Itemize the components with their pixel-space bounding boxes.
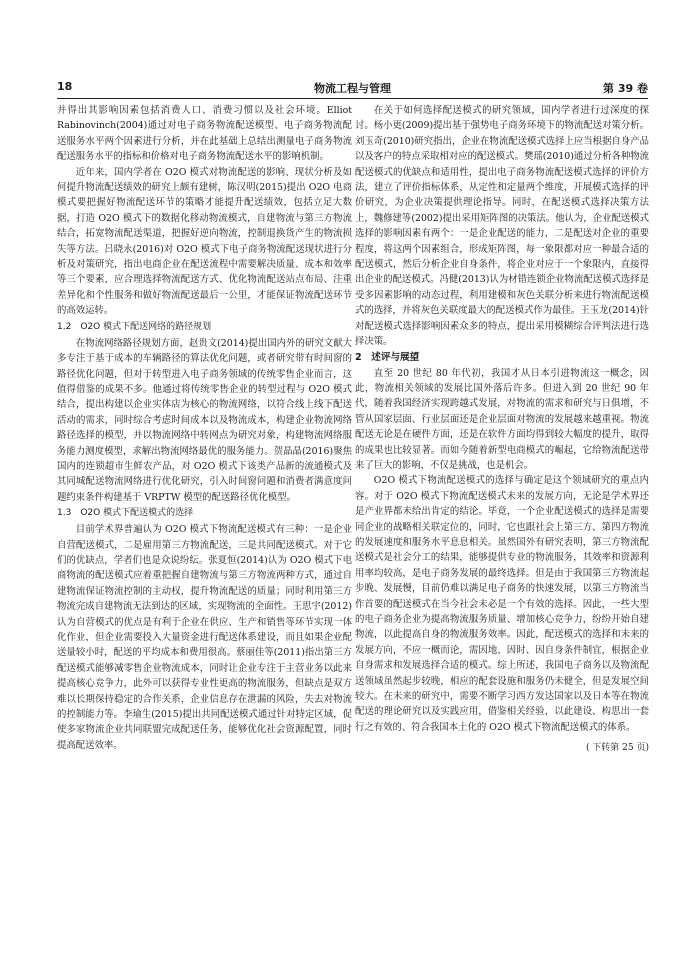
volume-label: 第 39 卷 <box>603 82 648 95</box>
paragraph: 并得出其影响因素包括消费人口、消费习惯以及社会环境。Elliot Rabinovinch(2004)通过对电子商务物流配送模型、电子商务物流配送服务水平两个因素进行分析，并在此基础上总结出测量电子商务物流配送服务水平的指标和价格对电子商务物流配送水平的影响机制。 <box>57 105 352 163</box>
paragraph: 在关于如何选择配送模式的研究领域，国内学者进行过深度的探讨。杨小更(2009)提出基于强势电子商务环境下的物流配送对策分析。刘玉奇(2010)研究指出，企业在物流配送模式选择上应当根据自身产品以及客户的特点采取相对应的配送模式。樊瑶(2010)通过分析各种物流配送模式的优缺点和适用性，提出电子商务物流配送模式选择的评价方法，建立了评价指标体系，从定性和定量两个维度，开展模式选择的评价研究，为企业决策提供理论指导。同时，在配送模式选择决策方法上，魏修建等(2002)提出采用矩阵图的决策法。他认为，企业配送模式选择的影响因素有两个：一是企业配送的能力，二是配送对企业的重要程度，将这两个因素组合，形成矩阵图，每一象限都对应一种最合适的配送模式，然后分析企业自身条件，将企业对应于一个象限内，直接得出企业的配送模式。冯健(2013)认为材错连锁企业物流配送模式选择是受多因素影响的动态过程，利用建模和灰色关联分析来进行物流配送模式的选择，并将灰色关联度最大的配送模式作为最佳。王玉龙(2014)针对配送模式选择影响因素众多的特点，提出采用模糊综合评判法进行选择决策。 <box>355 105 649 348</box>
paragraph: 在物流网络路径规划方面，赵贵文(2014)提出国内外的研究文献大多专注于基于成本的车辆路径的算法优化问题，或者研究带有时间窗的路径优化问题，但对于转型进入电子商务领域的传统零售企业而言，这值得借鉴的成果不多。他通过将传统零售企业的转型过程与 O2O 模式结合，提出构建以企业实体店为核心的物流网络，以符合线上线下配送活动的需求，同时综合考虑时间成本以及物流成本，构建企业物流网络路径选择的模型，并以物流网络中转网点为研究对象，构建物流网络服务能力测度模型，求解出物流网络最优的服务能力。贺晶晶(2016)聚焦国内的连锁超市生鲜农产品，对 O2O 模式下该类产品新的流通模式及其同城配送物流网络进行优化研究，引入时间窗问题和消费者满意度问题约束条件构建基于 VRPTW 模型的配送路径优化模型。 <box>57 337 352 503</box>
page-header <box>57 78 648 99</box>
right-column <box>355 103 649 757</box>
left-column <box>57 103 352 753</box>
journal-title: 物流工程与管理 <box>314 82 391 95</box>
page-number: 18 <box>57 80 73 93</box>
subsection-heading: 1.3 O2O 模式下配送模式的选择 <box>57 508 194 519</box>
continued-note: ( 下转第 25 页) <box>585 743 649 754</box>
paragraph: 目前学术界普遍认为 O2O 模式下物流配送模式有三种：一是企业自营配送模式，二是雇用第三方物流配送，三是共同配送模式。对于它们的优缺点，学者们也是众说纷纭。张夏恒(2014)认为 O2O 模式下电商物流的配送模式应着重把握自建物流与第三方物流两种方式，通过自建物流保证物流控制的主动权，提升物流配送的质量；同时利用第三方物流完成自建物流无法到达的区域，实现物流的全面性。王思宇(2012)认为自营模式的优点是有利于企业在供应、生产和销售等环节实现一体化作业，但企业需要投入大量资金进行配送体系建设，而且如果企业配送量较小时，配送的平均成本和费用很高。蔡丽佳等(2011)指出第三方配送模式能够减零售企业物流成本，同时让企业专注于主营业务以此来提高核心竞争力，此外可以获得专业性更高的物流服务，但缺点是双方难以长期保持稳定的合作关系，企业信息存在泄漏的风险，失去对物流的控制能力等。李瑜生(2015)提出共同配送模式通过针对特定区域，促使多家物流企业共同联盟完成配送任务，能够优化社会资源配置，同时提高配送效率。 <box>57 524 352 751</box>
subsection-heading: 1.2 O2O 模式下配送网络的路径规划 <box>57 321 212 332</box>
paragraph: 近年来，国内学者在 O2O 模式对物流配送的影响、现状分析及如何提升物流配送绩效的研究上颇有建树，陈汉明(2015)提出 O2O 电商模式要把握好物流配送环节的策略才能提升配送绩效，包括立足大数据，打造 O2O 模式下的数据化移动物流模式，自建物流与第三方物流结合，拓宽物流配送渠道，把握好逆向物流，控制退换货产生的物流损失等方法。吕晓永(2016)对 O2O 模式下电子商务物流配送现状进行分析及对策研究，指出电商企业在配送流程中需要解决质量、成本和效率等三个要素，应合理选择物流配送方式、优化物流配送站点布局、注重差异化和个性服务和做好物流配送最后一公里，才能保证物流配送环节的高效运转。 <box>57 166 352 317</box>
section-heading: 2 述评与展望 <box>355 351 420 363</box>
paragraph: O2O 模式下物流配送模式的选择与确定是这个领域研究的重点内容。对于 O2O 模式下物流配送模式未来的发展方向，无论是学术界还是产业界都未给出肯定的结论。毕竟，一个企业配送模式的选择是需要同企业的战略相关联定位的，同时，它也跟社会上第三方、第四方物流的发展速度和服务水平息息相关。虽然国外有研究表明，第三方物流配送模式是社会分工的结果，能够提供专业的物流服务，其效率和资源利用率均较高，是电子商务发展的最终选择。但是由于我国第三方物流起步晚、发展慢，目前仍难以满足电子商务的快速发展，以第三方物流当作首要的配送模式在当今社会未必是一个有效的选择。因此，一些大型的电子商务企业为提高物流服务质量、增加核心竞争力，纷纷开始自建物流，以此提高自身的物流服务效率。因此，配送模式的选择和未来的发展方向，不应一概而论，需因地、因时、因自身条件制宜，根据企业自身需求和发展选择合适的模式。综上所述，我国电子商务以及物流配送领域虽然起步较晚，相应的配套设施和服务仍未健全，但是发展空间较大。在未来的研究中，需要不断学习西方发达国家以及日本等在物流配送的理论研究以及实践应用，借鉴相关经验，以此建设、构思出一套行之有效的、符合我国本土化的 O2O 模式下物流配送模式的体系。 <box>355 475 649 733</box>
paragraph: 直至 20 世纪 80 年代初，我国才从日本引进物流这一概念，因此，物流相关领域的发展比国外落后许多。但进入到 20 世纪 90 年代，随着我国经济实现跨越式发展，对物流的需求和研究与日俱增，不管从国家层面、行业层面还是企业层面对物流的发展越来越重视。物流配送无论是在硬件方面，还是在软件方面均得到较大幅度的提升，取得的成果也比较显著。而如今随着新型电商模式的崛起，它给物流配送带来了巨大的影响，不仅是挑战，也是机会。 <box>355 367 649 471</box>
